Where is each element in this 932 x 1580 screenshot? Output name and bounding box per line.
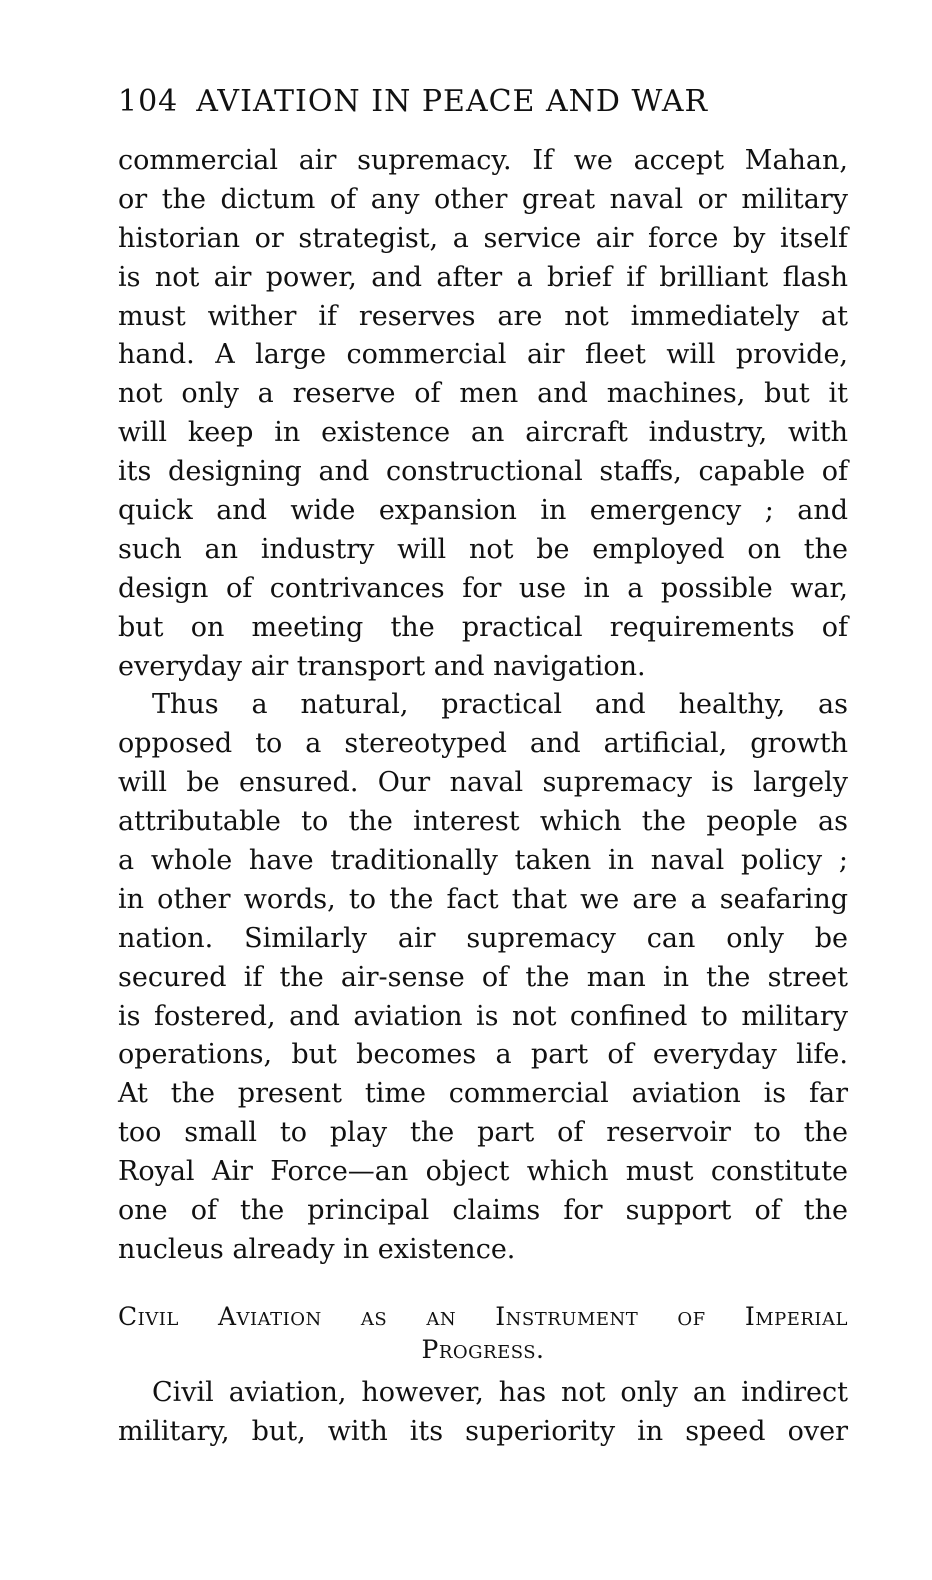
text-line: Civil aviation, however, has not only an indirect [152, 1376, 848, 1408]
text-line: operations, but becomes a part of everyday life. [118, 1039, 848, 1071]
text-line: its designing and constructional staffs, capable of [118, 456, 848, 488]
section-heading [118, 1300, 848, 1366]
text-line: military, but, with its superiority in speed over [118, 1415, 848, 1447]
text-line: is fostered, and aviation is not confined to military [118, 1000, 848, 1032]
text-line: must wither if reserves are not immediately at [118, 300, 848, 332]
text-line: will be ensured. Our naval supremacy is largely [118, 767, 848, 799]
paragraph-3 [118, 1374, 848, 1452]
text-line: commercial air supremacy. If we accept Mahan, [118, 145, 848, 176]
text-line: but on meeting the practical requirements of [118, 611, 848, 643]
text-line: will keep in existence an aircraft industry, with [118, 417, 848, 449]
text-line: secured if the air-sense of the man in the street [118, 961, 848, 993]
text-line: Thus a natural, practical and healthy, as [152, 689, 848, 721]
text-line: in other words, to the fact that we are a seafaring [118, 883, 848, 915]
text-line: design of contrivances for use in a possible war, [118, 572, 848, 604]
paragraph-2 [118, 686, 848, 1269]
text-line: attributable to the interest which the people as [118, 806, 848, 838]
text-line: At the present time commercial aviation is far [118, 1078, 848, 1110]
section-heading-line: Progress. [421, 1334, 545, 1364]
text-line: opposed to a stereotyped and artificial, growth [118, 728, 848, 760]
text-line: Royal Air Force—an object which must constitute [118, 1156, 848, 1188]
page-number: 104 [118, 84, 179, 119]
section-heading-line: Civil Aviation as an Instrument of Imperial [118, 1301, 848, 1331]
section-gap [118, 1366, 848, 1374]
text-line: a whole have traditionally taken in naval policy ; [118, 845, 848, 877]
text-line: or the dictum of any other great naval or military [118, 183, 848, 215]
running-title: AVIATION IN PEACE AND WAR [196, 84, 709, 119]
text-line: historian or strategist, a service air force by itself [118, 222, 848, 254]
text-line: not only a reserve of men and machines, but it [118, 378, 848, 410]
text-line: such an industry will not be employed on the [118, 533, 848, 565]
text-line: nation. Similarly air supremacy can only be [118, 922, 848, 954]
text-line: nucleus already in existence. [118, 1233, 516, 1265]
text-line: hand. A large commercial air fleet will provide, [118, 339, 848, 371]
text-line: one of the principal claims for support of the [118, 1195, 848, 1227]
text-line: too small to play the part of reservoir to the [118, 1117, 848, 1149]
text-line: quick and wide expansion in emergency ; and [118, 495, 848, 527]
paragraph-1 [118, 142, 848, 686]
text-line: is not air power, and after a brief if brilliant flash [118, 261, 848, 293]
book-page [118, 80, 848, 1452]
text-line: everyday air transport and navigation. [118, 650, 646, 682]
running-head [118, 80, 848, 124]
